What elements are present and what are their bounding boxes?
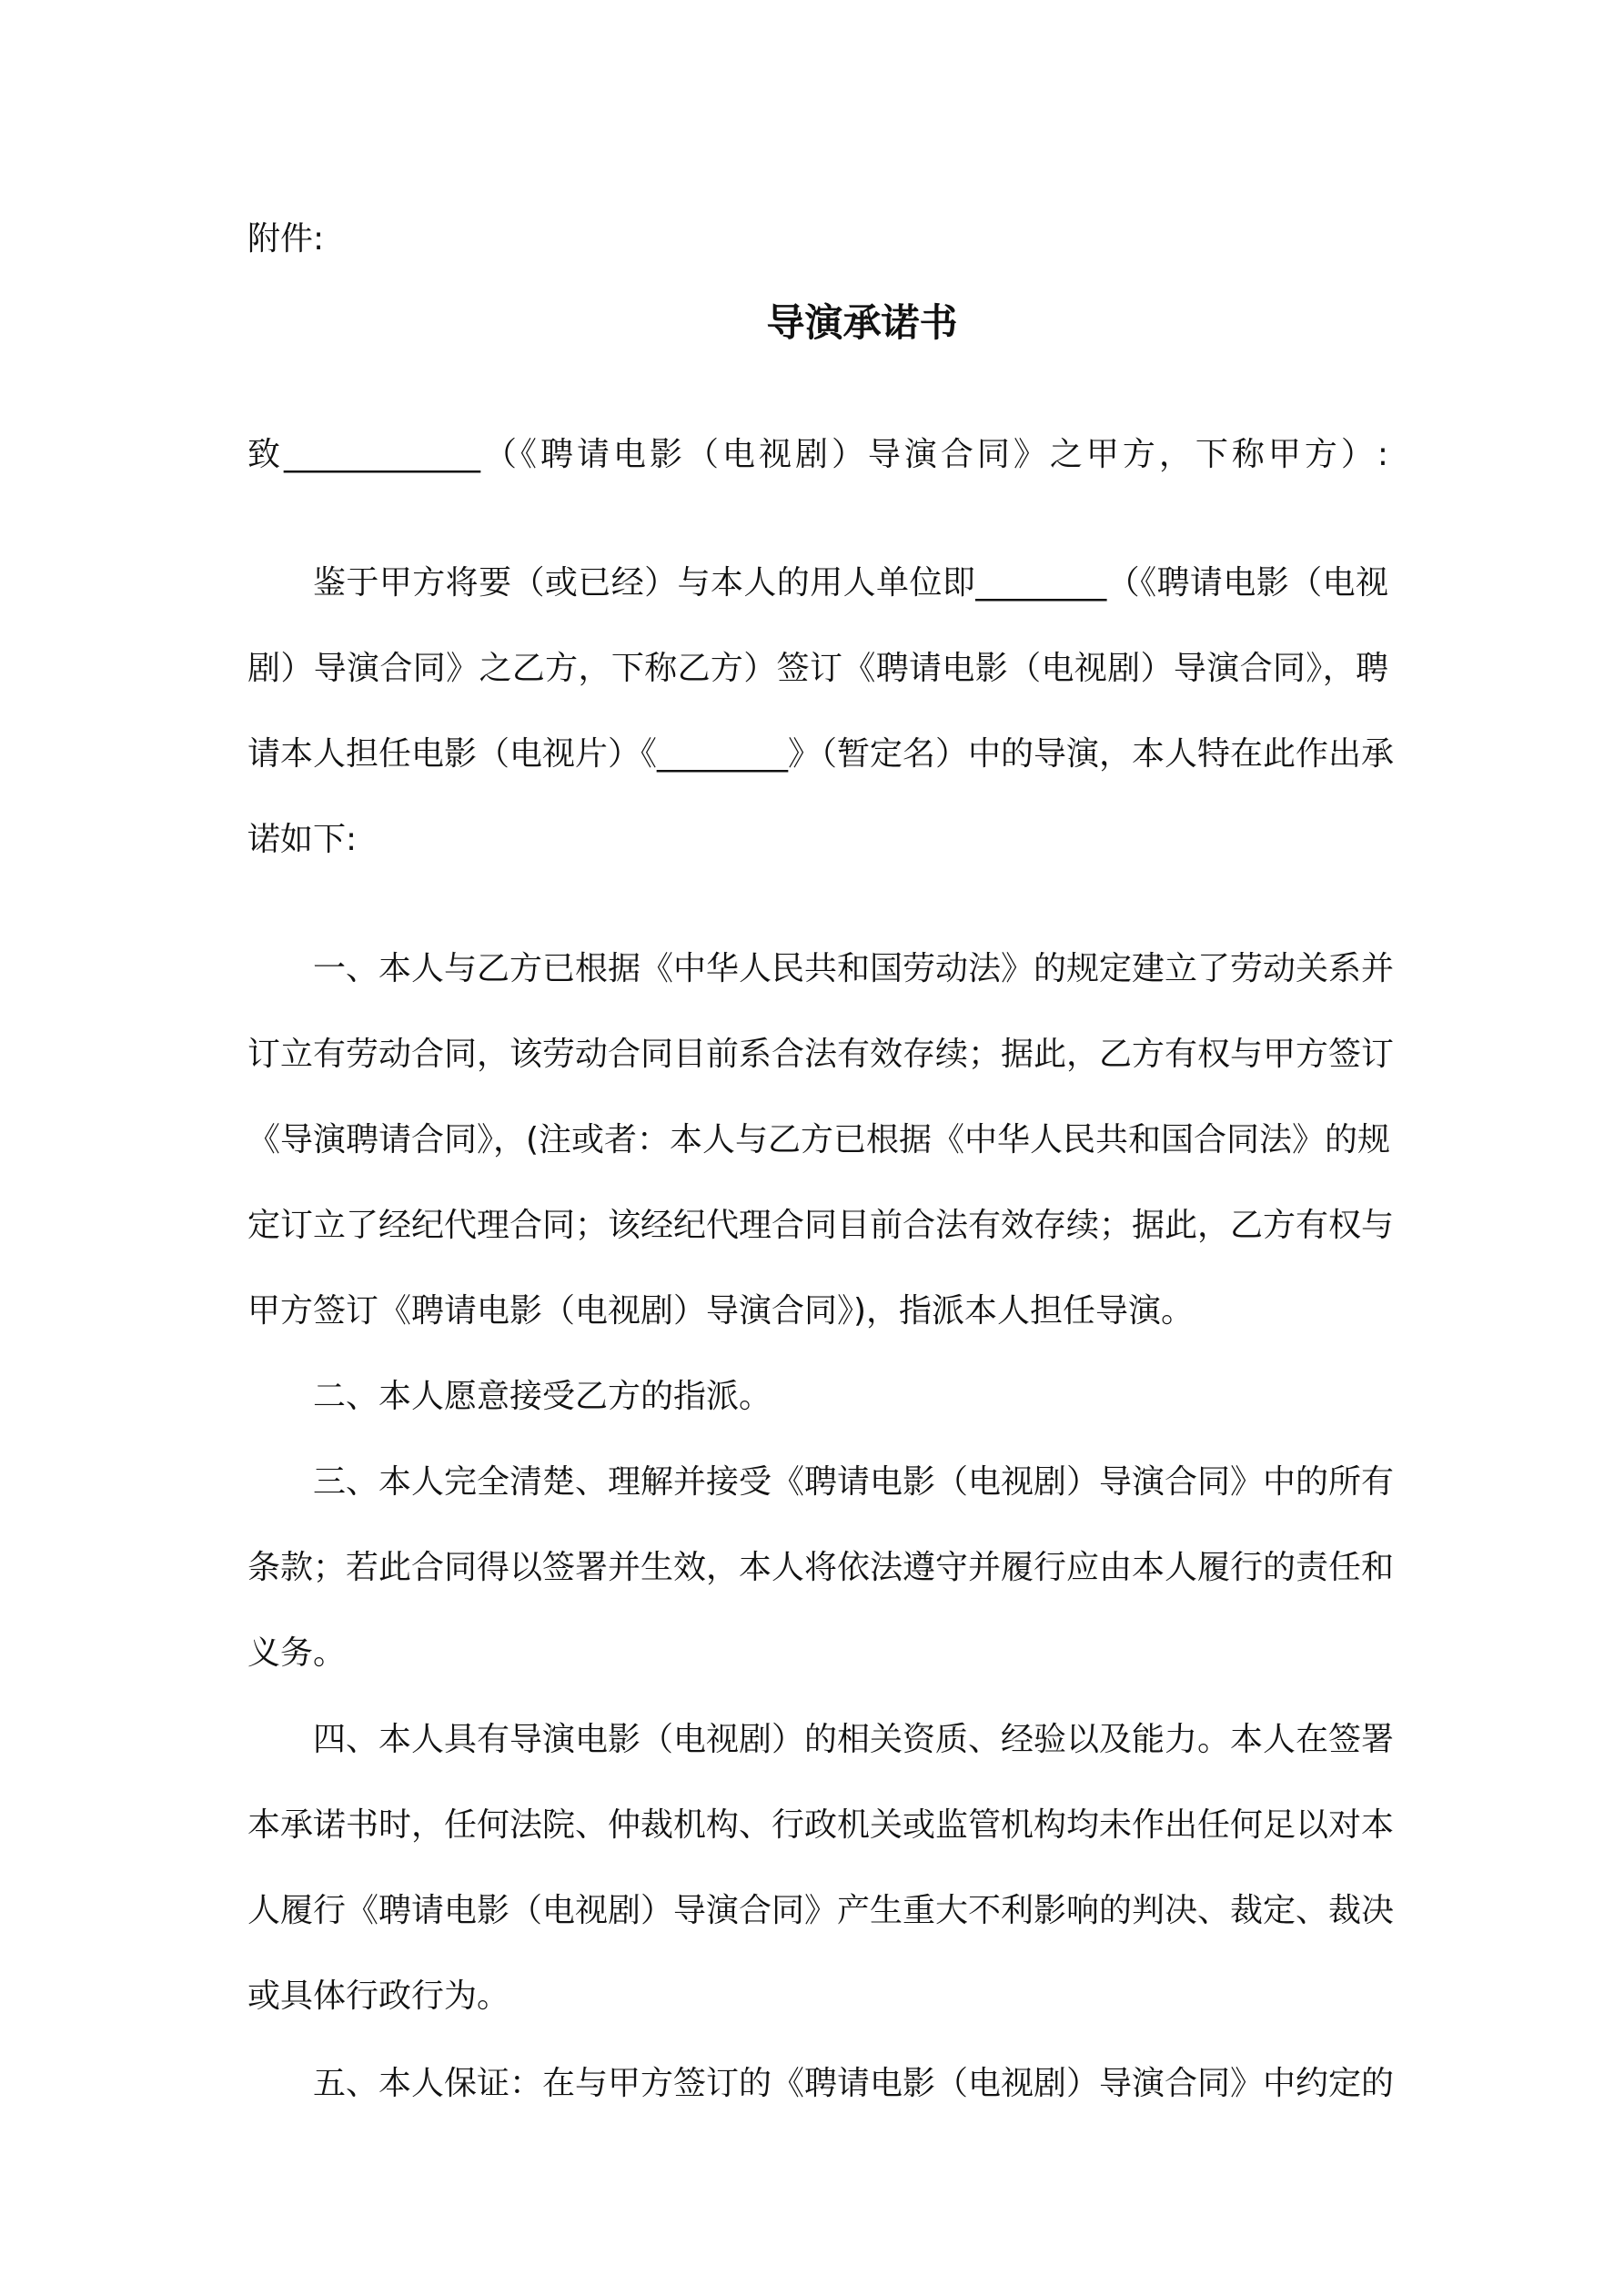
- paragraph-clause-4: [247, 1697, 1395, 2039]
- text-line: 或具体行政行为。: [247, 1977, 510, 2015]
- text-line: 鉴于甲方将要（或已经）与本人的用人单位即________（《聘请电影（电视: [313, 564, 1388, 602]
- text-line: 诺如下:: [247, 821, 358, 858]
- text-line: 二、本人愿意接受乙方的指派。: [313, 1378, 772, 1415]
- paragraph-clause-2: [247, 1354, 1388, 1440]
- text-line: 四、本人具有导演电影（电视剧）的相关资质、经验以及能力。本人在签署: [313, 1721, 1395, 1758]
- text-line: 订立有劳动合同，该劳动合同目前系合法有效存续；据此，乙方有权与甲方签订: [247, 1036, 1395, 1073]
- text-line: 五、本人保证：在与甲方签订的《聘请电影（电视剧）导演合同》中约定的: [313, 2065, 1395, 2102]
- text-line: 条款；若此合同得以签署并生效，本人将依法遵守并履行应由本人履行的责任和: [247, 1549, 1395, 1586]
- paragraph-clause-5: [247, 2041, 1395, 2127]
- attachment-label: [247, 197, 1388, 282]
- paragraph-clause-1: [247, 926, 1395, 1354]
- document-title: 导演承诺书: [766, 300, 958, 345]
- text-line: 人履行《聘请电影（电视剧）导演合同》产生重大不利影响的判决、裁定、裁决: [247, 1892, 1395, 1929]
- addressee-line: [247, 412, 1388, 498]
- text-line: 甲方签订《聘请电影（电视剧）导演合同》)，指派本人担任导演。: [247, 1292, 1195, 1330]
- text-line: 剧）导演合同》之乙方，下称乙方）签订《聘请电影（电视剧）导演合同》，聘: [247, 650, 1388, 687]
- paragraph-preamble: [247, 541, 1395, 883]
- text-line: 义务。: [247, 1634, 347, 1672]
- text-line: 三、本人完全清楚、理解并接受《聘请电影（电视剧）导演合同》中的所有: [313, 1463, 1395, 1501]
- text-line: 《导演聘请合同》，(注或者：本人与乙方已根据《中华人民共和国合同法》的规: [247, 1121, 1391, 1158]
- text-line: 请本人担任电影（电视片）《________》（暂定名）中的导演，本人特在此作出承: [247, 735, 1395, 773]
- text-line: 定订立了经纪代理合同；该经纪代理合同目前合法有效存续；据此，乙方有权与: [247, 1207, 1395, 1244]
- attachment-label-text: 附件:: [247, 220, 325, 258]
- addressee-text: 致____________（《聘请电影（电视剧）导演合同》之甲方，下称甲方）:: [247, 436, 1388, 473]
- text-line: 本承诺书时，任何法院、仲裁机构、行政机关或监管机构均未作出任何足以对本: [247, 1806, 1395, 1844]
- paragraph-clause-3: [247, 1440, 1395, 1696]
- text-line: 一、本人与乙方已根据《中华人民共和国劳动法》的规定建立了劳动关系并: [313, 950, 1395, 987]
